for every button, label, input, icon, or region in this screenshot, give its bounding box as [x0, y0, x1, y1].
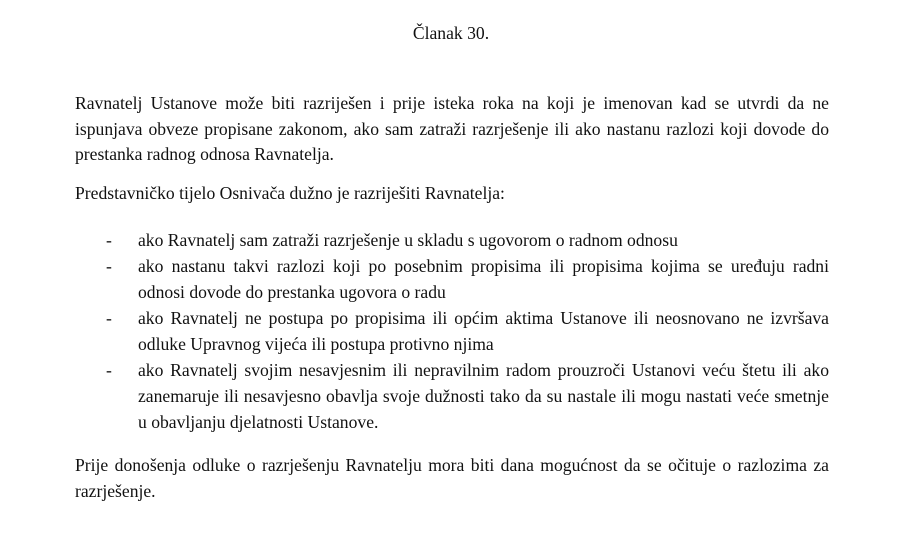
- list-item: [106, 357, 829, 435]
- list-bullet: -: [106, 360, 112, 380]
- article-title: Članak 30.: [412, 23, 490, 43]
- dismissal-reasons-list: [106, 227, 829, 435]
- list-item-text: ako Ravnatelj svojim nesavjesnim ili nepravilnim radom prouzroči Ustanovi veću štetu ili ako zanemaruje ili nesavjesno obavlja svoje dužnosti tako da su nastale ili mogu nastati veće smetnje u obavljanju djelatnosti Ustanove.: [138, 360, 829, 432]
- paragraph-obligation-intro: Predstavničko tijelo Osnivača dužno je razriješiti Ravnatelja:: [75, 183, 505, 203]
- list-item-text: ako Ravnatelj sam zatraži razrješenje u skladu s ugovorom o radnom odnosu: [138, 230, 678, 250]
- list-bullet: -: [106, 230, 112, 250]
- list-bullet: -: [106, 256, 112, 276]
- list-bullet: -: [106, 308, 112, 328]
- list-item: [106, 253, 829, 305]
- list-item-text: ako nastanu takvi razlozi koji po posebnim propisima ili propisima kojima se uređuju radni odnosi dovode do prestanka ugovora o radu: [138, 256, 829, 302]
- paragraph-right-to-respond: Prije donošenja odluke o razrješenju Ravnatelju mora biti dana mogućnost da se očituje o razlozima za razrješenje.: [75, 455, 829, 501]
- list-item-text: ako Ravnatelj ne postupa po propisima ili općim aktima Ustanove ili neosnovano ne izvršava odluke Upravnog vijeća ili postupa protivno njima: [138, 308, 829, 354]
- paragraph-dismissal-conditions: Ravnatelj Ustanove može biti razriješen i prije isteka roka na koji je imenovan kad se utvrdi da ne ispunjava obveze propisane zakonom, ako sam zatraži razrješenje ili ako nastanu razlozi koji dovode do prestanka radnog odnosa Ravnatelja.: [75, 93, 829, 164]
- list-item: [106, 227, 829, 253]
- list-item: [106, 305, 829, 357]
